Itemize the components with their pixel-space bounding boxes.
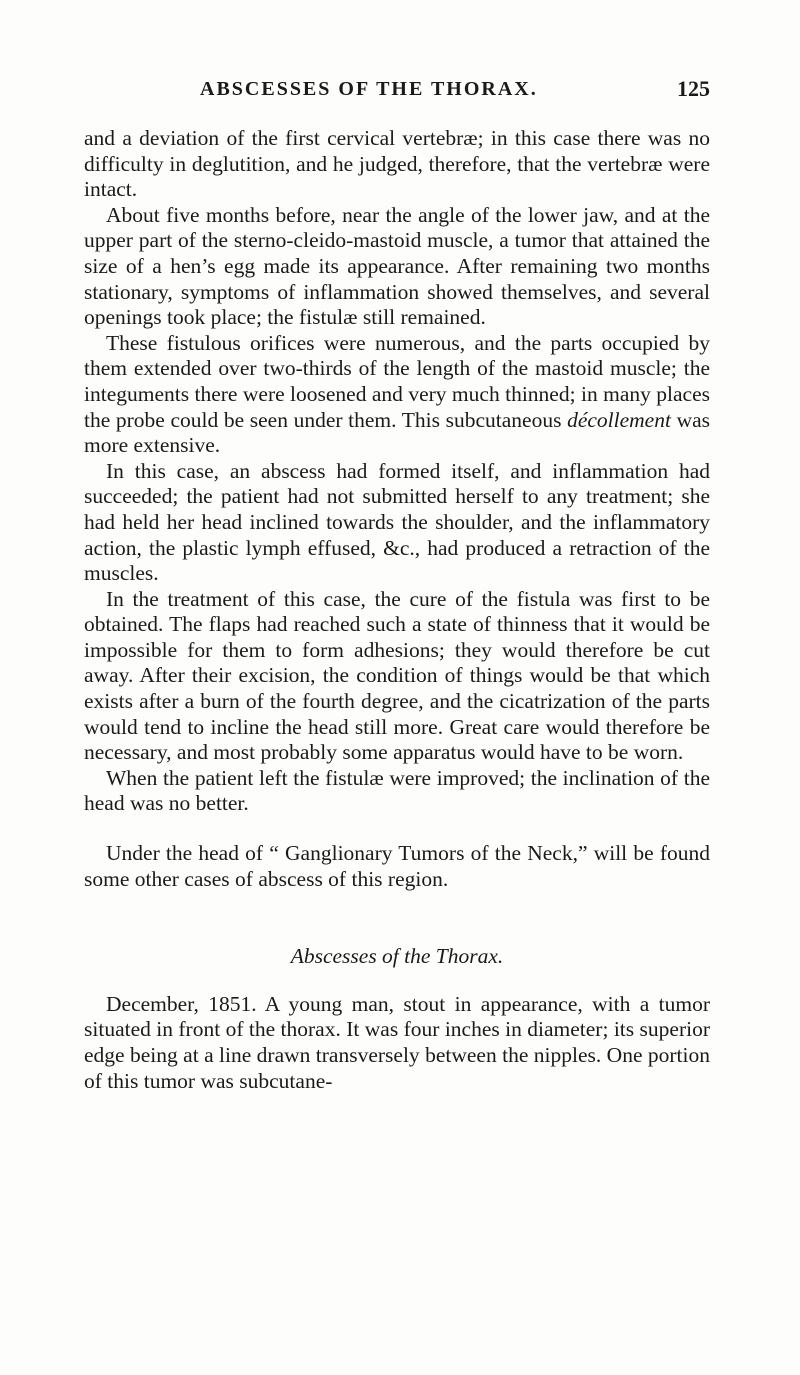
- section-heading: Abscesses of the Thorax.: [290, 944, 504, 969]
- paragraph-text: was more extensive.: [84, 407, 711, 458]
- italic-term: décollement: [567, 407, 671, 432]
- paragraph-case-december: December, 1851. A young man, stout in appearance, with a tumor situated in front of the thorax. It was four inches in diameter; its superior edge being at a line drawn transversely between the nipples. One portion of this tumor was subcutane-: [84, 991, 710, 1093]
- paragraph-tumor-history: About five months before, near the angle of the lower jaw, and at the upper part of the sterno-cleido-mastoid muscle, a tumor that attained the size of a hen’s egg made its appearance. After remaining two months stationary, symptoms of inflammation showed themselves, and several openings took place; the fistulæ still remained.: [84, 202, 710, 330]
- paragraph-abscess-formed: In this case, an abscess had formed itself, and inflammation had succeeded; the patient had not submitted herself to any treatment; she had held her head inclined towards the shoulder, and the inflammatory action, the plastic lymph effused, &c., had produced a retraction of the muscles.: [84, 458, 710, 586]
- paragraph-treatment: In the treatment of this case, the cure of the fistula was first to be obtained. The flaps had reached such a state of thinness that it would be impossible for them to form adhesions; they would therefore be cut away. After their excision, the condition of things would be that which exists after a burn of the fourth degree, and the cicatrization of the parts would tend to incline the head still more. Great care would therefore be necessary, and most probably some apparatus would have to be worn.: [84, 586, 710, 765]
- paragraph-fistulous-orifices: [84, 331, 710, 459]
- running-title: ABSCESSES OF THE THORAX.: [200, 78, 538, 100]
- running-head: [84, 78, 710, 108]
- paragraph-patient-left: When the patient left the fistulæ were improved; the inclination of the head was no better.: [84, 765, 710, 816]
- page-number: 125: [677, 76, 710, 101]
- paragraph-continuation: and a deviation of the first cervical vertebræ; in this case there was no difficulty in deglutition, and he judged, therefore, that the vertebræ were intact.: [84, 126, 710, 202]
- paragraph-cross-reference: Under the head of “ Ganglionary Tumors of the Neck,” will be found some other cases of abscess of this region.: [84, 841, 710, 891]
- body-text: [84, 126, 710, 1094]
- paragraph-text: These fistulous orifices were numerous, and the parts occupied by them extended over two-thirds of the length of the mastoid muscle; the integuments there were loosened and very much thinned; in many places the probe could be seen under them. This subcutaneous: [84, 330, 710, 432]
